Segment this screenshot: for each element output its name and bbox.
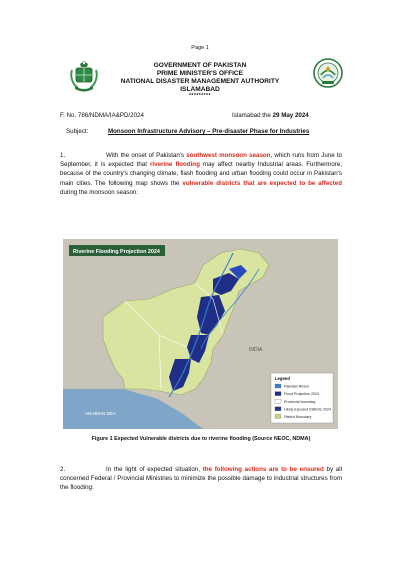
map-canvas [63,239,338,429]
letterhead-line-3: NATIONAL DISASTER MANAGEMENT AUTHORITY [120,78,280,85]
legend-label: District Boundary [284,415,312,419]
map-title: Riverine Flooding Projection 2024 [73,249,160,255]
paragraph-2-number: 2. [60,466,66,473]
legend-swatch [275,384,281,388]
para1-highlight-3: vulnerable districts that are expected to be affected [182,179,342,187]
legend-swatch [275,399,281,403]
ndma-logo-icon [313,58,343,88]
paragraph-1 [60,151,342,197]
paragraph-1-number: 1. [60,152,66,159]
para1-text-4: during the monsoon season: [60,188,139,196]
legend-label: Likely Exposed Districts 2024 [284,407,331,412]
page-number: Page 1 [191,45,209,51]
para1-highlight-2: riverine flooding [150,161,200,169]
legend-label: Flood Projection 2024 [284,392,319,397]
letterhead [100,62,300,99]
legend-swatch [275,392,281,396]
legend-label: Provincial boundary [284,399,316,404]
subject-label: Subject: [66,128,89,135]
legend-swatch [275,407,281,411]
legend-title: Legend [275,376,290,381]
map-label-india: INDIA [249,347,263,353]
flood-projection-map [63,239,338,429]
para1-text-1: With the onset of Pakistan's [106,152,187,159]
para1-text-2: , which runs from June to September, it is expected that [60,152,343,169]
para2-highlight-1: the following actions are to be ensured [202,466,324,473]
para1-text-3: may affect nearby Industrial areas. Furthermore, because of the country's changing climate, flash flooding and urban flooding could occur in Pakistan's main cities. The following map shows the [60,161,342,187]
legend-label: Pakistan Rivers [284,384,309,389]
letterhead-line-1: GOVERNMENT OF PAKISTAN [153,62,247,69]
map-legend [271,373,333,423]
subject-text: Monsoon Infrastructure Advisory – Pre-disaster Phase for Industries [108,128,310,135]
letterhead-line-4: ISLAMABAD [180,86,220,93]
figure-caption: Figure 1 Expected Vulnerable districts due to riverine flooding (Source NEOC, NDMA) [91,436,311,442]
date-value: 29 May 2024 [272,112,309,119]
paragraph-2 [60,465,342,493]
para2-text-1: In the light of expected situation, [106,466,203,473]
map-label-sea: ARABIAN SEA [85,411,116,416]
letter-date [232,112,309,119]
date-prefix: Islamabad the [232,112,273,119]
para2-text-2: by all concerned Federal / Provincial Ministries to minimize the possible damage to industrial structures from the flooding: [60,466,342,492]
para1-highlight-1: southwest monsoon season [186,152,271,159]
letterhead-line-2: PRIME MINISTER'S OFFICE [156,70,244,77]
legend-swatch [275,414,281,418]
reference-number: F. No. 786/NDMA/IA&PD/2024 [60,112,144,119]
letterhead-stars: ********* [188,93,211,99]
government-emblem-icon [68,58,100,94]
